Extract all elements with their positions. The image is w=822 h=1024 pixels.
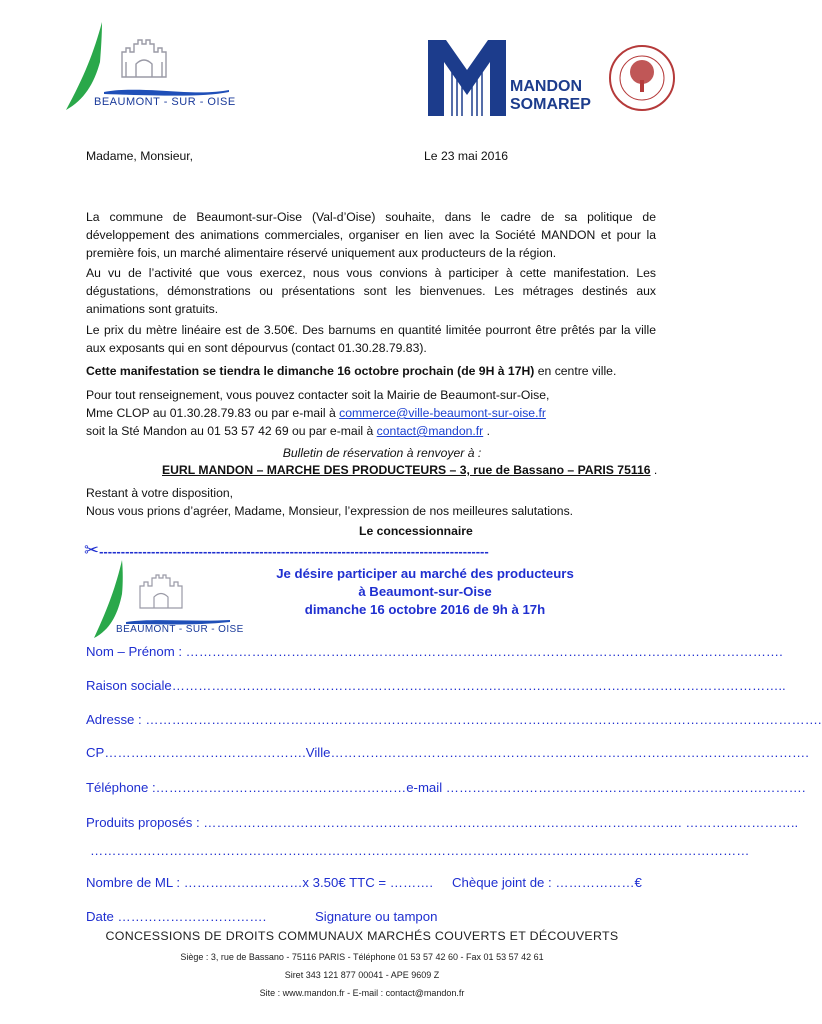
paragraph-event-date bbox=[86, 362, 666, 380]
signature-label: Le concessionnaire bbox=[359, 524, 473, 538]
form-title-line-1: Je désire participer au marché des producteurs bbox=[276, 566, 574, 581]
form-title bbox=[260, 565, 590, 619]
field-signature[interactable]: Signature ou tampon bbox=[315, 909, 438, 924]
field-date[interactable]: Date ……………………………. bbox=[86, 909, 267, 924]
field-nom-prenom[interactable]: Nom – Prénom : ………………………………………………………………………………………………………………………. bbox=[86, 644, 783, 659]
footer-address: Siège : 3, rue de Bassano - 75116 PARIS - Téléphone 01 53 57 42 60 - Fax 01 53 57 42 61 bbox=[180, 952, 544, 962]
field-produits-continued[interactable]: …………………………………………………………………………………………………………………………………… bbox=[90, 843, 750, 858]
salutation: Madame, Monsieur, bbox=[86, 149, 194, 163]
email-link-mandon[interactable]: contact@mandon.fr bbox=[376, 424, 484, 438]
field-cp-ville[interactable]: CP……………………………………….Ville………………………………………………………………………………………………. bbox=[86, 745, 809, 760]
beaumont-logo bbox=[64, 22, 234, 118]
mandon-logo bbox=[426, 40, 591, 120]
event-location: en centre ville. bbox=[534, 364, 617, 378]
bulletin-address: EURL MANDON – MARCHE DES PRODUCTEURS – 3, rue de Bassano – PARIS 75116 . bbox=[162, 463, 658, 477]
event-date-bold: Cette manifestation se tiendra le dimanche 16 octobre prochain (de 9H à 17H) bbox=[86, 364, 535, 378]
field-produits[interactable]: Produits proposés : ………………………………………………………………………………………………. …………………….. bbox=[86, 815, 799, 830]
beaumont-logo-small bbox=[92, 560, 244, 642]
footer-contact: Site : www.mandon.fr - E-mail : contact@mandon.fr bbox=[259, 988, 465, 998]
letter-date: Le 23 mai 2016 bbox=[424, 149, 509, 163]
contact-block bbox=[86, 386, 666, 440]
field-adresse[interactable]: Adresse : ………………………………………………………………………………………………………………………………………. bbox=[86, 712, 822, 727]
cut-line bbox=[84, 540, 644, 562]
heritage-seal bbox=[608, 44, 676, 112]
cut-dashes: ------------------------------------------------------------------------------------------ bbox=[99, 544, 489, 559]
footer-tagline: CONCESSIONS DE DROITS COMMUNAUX MARCHÉS COUVERTS ET DÉCOUVERTS bbox=[105, 929, 619, 943]
closing-line-1: Restant à votre disposition, bbox=[86, 486, 234, 500]
field-nombre-ml[interactable]: Nombre de ML : ………………………x 3.50€ TTC = ………. bbox=[86, 875, 433, 890]
mandon-name-line1: MANDON bbox=[510, 78, 582, 95]
bulletin-label: Bulletin de réservation à renvoyer à : bbox=[282, 446, 482, 460]
beaumont-logo-text: BEAUMONT - SUR - OISE bbox=[94, 96, 236, 108]
closing-line-2: Nous vous prions d’agréer, Madame, Monsieur, l’expression de nos meilleures salutations. bbox=[86, 504, 574, 518]
field-telephone-email[interactable]: Téléphone :…………………………………………………e-mail ………………………………………………………………………. bbox=[86, 780, 806, 795]
contact-line-2: Mme CLOP au 01.30.28.79.83 ou par e-mail à commerce@ville-beaumont-sur-oise.fr bbox=[86, 406, 546, 420]
paragraph-invitation: Au vu de l’activité que vous exercez, nous vous convions à participer à cette manifestation. Les dégustations, démonstrations ou présentations sont les bienvenues. Les métrages destinés aux animations sont gratuits. bbox=[86, 266, 656, 316]
form-title-line-2: à Beaumont-sur-Oise bbox=[358, 584, 492, 599]
contact-line-3: soit la Sté Mandon au 01 53 57 42 69 ou par e-mail à contact@mandon.fr . bbox=[86, 424, 490, 438]
beaumont-logo-small-text: BEAUMONT - SUR - OISE bbox=[116, 624, 244, 635]
email-link-mairie[interactable]: commerce@ville-beaumont-sur-oise.fr bbox=[339, 406, 546, 420]
scissors-icon: ✂ bbox=[84, 540, 100, 561]
mandon-logo-mark bbox=[426, 40, 508, 116]
paragraph-intro: La commune de Beaumont-sur-Oise (Val-d’Oise) souhaite, dans le cadre de sa politique de développement des animations commerciales, organiser en lien avec la Société MANDON et pour la première fois, un marché alimentaire réservé uniquement aux producteurs de la région. bbox=[86, 210, 656, 260]
field-raison-sociale[interactable]: Raison sociale………………………………………………………………………………………………………………………….. bbox=[86, 678, 786, 693]
contact-line-1: Pour tout renseignement, vous pouvez contacter soit la Mairie de Beaumont-sur-Oise, bbox=[86, 388, 550, 402]
footer-siret: Siret 343 121 877 00041 - APE 9609 Z bbox=[284, 970, 440, 980]
mandon-name-line2: SOMAREP bbox=[510, 96, 591, 113]
form-title-line-3: dimanche 16 octobre 2016 de 9h à 17h bbox=[304, 602, 546, 617]
tree-seal-icon bbox=[608, 44, 676, 112]
field-cheque[interactable]: Chèque joint de : ………………€ bbox=[452, 875, 642, 890]
paragraph-price: Le prix du mètre linéaire est de 3.50€. Des barnums en quantité limitée pourront être prêtés par la ville aux exposants qui en sont dépourvus (contact 01.30.28.79.83). bbox=[86, 323, 656, 355]
closing-block bbox=[86, 484, 676, 520]
